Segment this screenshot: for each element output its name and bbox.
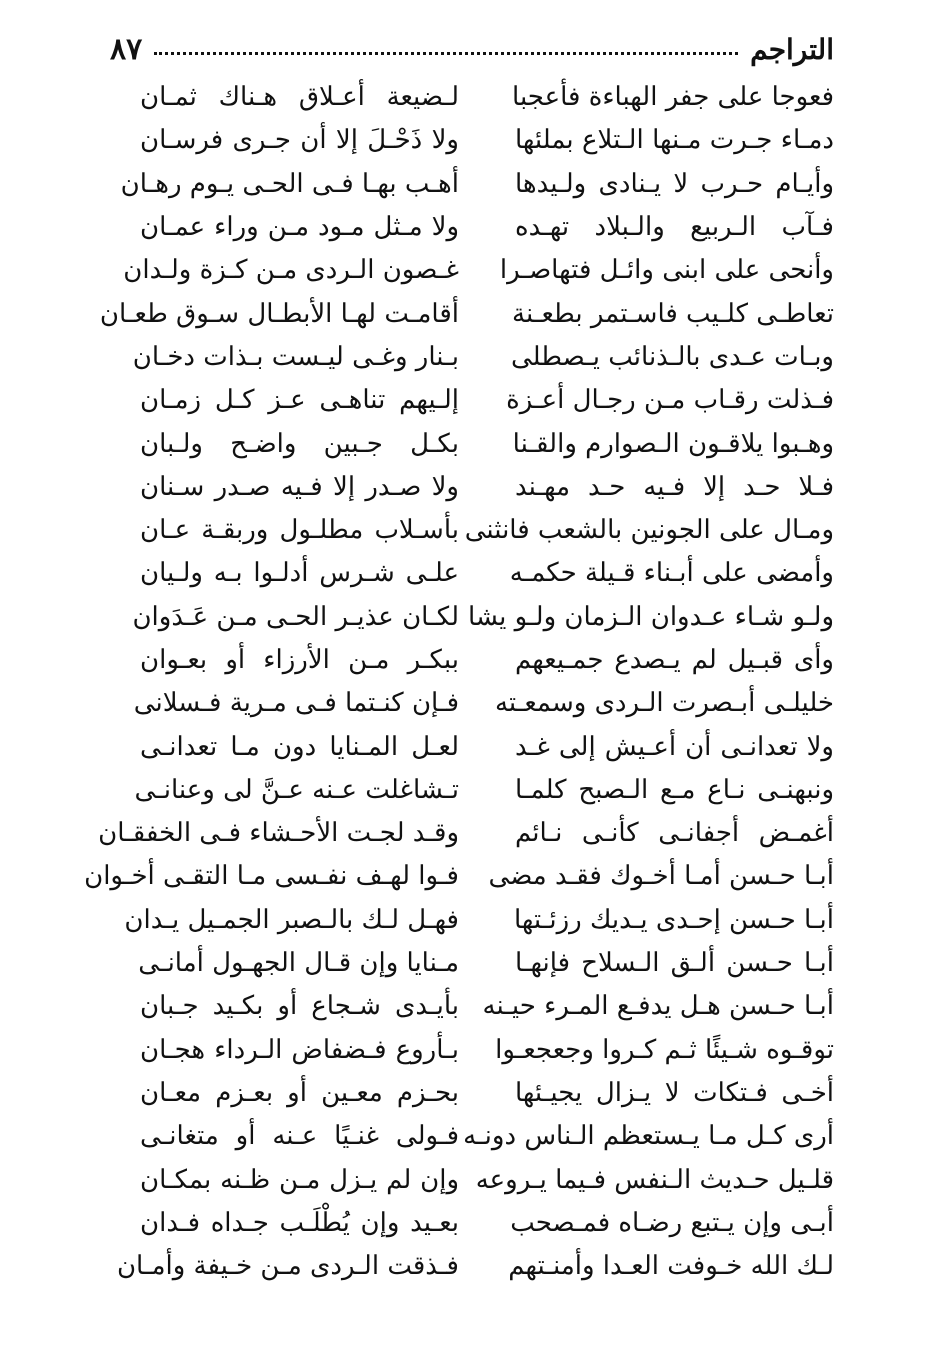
verse-first-hemistich: أبـا حـسن هـل يدفـع المـرء حيـنه: [482, 991, 834, 1022]
verse-first-hemistich: فـلا حـد إلا فـيه حـد مهـند: [515, 471, 834, 502]
poem-body: [84, 76, 834, 1288]
verse-second-hemistich: ولا صـدر إلا فـيه صـدر سـنان: [140, 471, 459, 502]
verse-first-hemistich: توقـوه شـيئًا ثـم كـروا وجعجعـوا: [495, 1034, 834, 1065]
verse-second-hemistich: بـأروع فـضفاض الـرداء هجـان: [140, 1034, 459, 1065]
verse-first-hemistich: أغمـض أجفانـى كأنـى نـائم: [515, 818, 834, 849]
verse-second-hemistich: بكـل جـبين واضـح ولـبان: [140, 428, 459, 459]
verse-first-hemistich: قلـيل حـديث الـنفس فـيما يـروعه: [475, 1164, 834, 1195]
verse-line: [140, 1158, 834, 1201]
verse-first-hemistich: فـذلت رقـاب مـن رجـال أعـزة: [506, 385, 834, 416]
verse-first-hemistich: ونبهنـى نـاع مـع الـصبح كلمـا: [515, 774, 834, 805]
verse-line: [120, 163, 834, 206]
verse-line: [133, 682, 834, 725]
verse-line: [132, 596, 834, 639]
verse-second-hemistich: ببكـر مـن الأرزاء أو بعـوان: [140, 645, 459, 675]
verse-second-hemistich: وقـد لجـت الأحـشاء فـى الخفقـان: [98, 818, 459, 849]
verse-line: [140, 422, 834, 465]
verse-first-hemistich: أبـا حـسن إحـدى يـديك رزئـتها: [513, 904, 834, 935]
verse-first-hemistich: ولا تعدانـى أن أعـيش إلى غـد: [515, 731, 834, 762]
verse-second-hemistich: مـنايا وإن قـال الجهـول أمانـى: [138, 948, 459, 979]
verse-second-hemistich: وإن لم يـزل مـن ظـنه بمكـان: [140, 1164, 459, 1195]
verse-first-hemistich: ومـال على الجونين بالشعب فانثنى: [464, 515, 834, 546]
verse-first-hemistich: أرى كـل مـا يـستعظم الـناس دونـه: [463, 1121, 834, 1152]
verse-line: [140, 942, 834, 985]
verse-second-hemistich: لعـل المـنايا دون مـا تعدانـى: [140, 731, 459, 762]
verse-line: [140, 379, 834, 422]
verse-second-hemistich: أهـب بهـا فـى الحـى يـوم رهـان: [120, 168, 459, 199]
verse-second-hemistich: لكـان عذيـر الحـى مـن عَـدَوان: [132, 601, 459, 632]
verse-second-hemistich: غـصون الـردى مـن كـزة ولـدان: [123, 255, 459, 286]
verse-second-hemistich: بعـيد وإن يُطْلَـب جـداه فـدان: [140, 1207, 459, 1238]
verse-first-hemistich: فعوجا على جفر الهباءة فأعجبا: [512, 82, 834, 113]
verse-first-hemistich: وهـبوا يلاقـون الـصوارم والقـنا: [512, 428, 834, 459]
verse-line: [140, 1202, 834, 1245]
verse-line: [140, 725, 834, 768]
verse-second-hemistich: ولا ذَحْـلَ إلا أن جـرى فرسـان: [140, 125, 459, 156]
page-header: [110, 24, 834, 74]
verse-second-hemistich: بحـزم معـين أو بعـزم معـان: [140, 1077, 459, 1108]
verse-line: [140, 206, 834, 249]
verse-line: [98, 812, 834, 855]
verse-second-hemistich: فـذقت الـردى مـن خـيفة وأمـان: [116, 1251, 459, 1282]
verse-line: [140, 639, 834, 682]
running-title: التراجم: [750, 32, 834, 66]
verse-line: [123, 249, 834, 292]
verse-second-hemistich: فـولى غنـيًا عـنه أو متغانـى: [140, 1121, 459, 1152]
verse-second-hemistich: فـوا لهـف نفـسى مـا التقـى أخـوان: [84, 861, 459, 892]
verse-line: [140, 552, 834, 595]
verse-second-hemistich: لـضيعة أعـلاق هـناك ثمـان: [140, 82, 459, 113]
verse-line: [134, 769, 834, 812]
verse-second-hemistich: فهـل لـك بالـصبر الجمـيل يـدان: [124, 904, 459, 935]
verse-first-hemistich: فـآب الـربيع والـبلاد تهـده: [515, 212, 834, 243]
verse-line: [140, 509, 834, 552]
verse-first-hemistich: وأنحى على ابنى وائـل فتهاصـرا: [499, 255, 834, 286]
verse-first-hemistich: وبـات عـدى بالـذنائب يـصطلى: [510, 341, 834, 372]
verse-second-hemistich: ولا مـثل مـود مـن وراء عمـان: [140, 212, 459, 243]
verse-first-hemistich: وأيـام حـرب لا يـنادى ولـيدها: [515, 168, 834, 199]
verse-line: [84, 855, 834, 898]
verse-line: [132, 336, 834, 379]
verse-line: [140, 466, 834, 509]
verse-first-hemistich: لـك الله خـوفت العـدا وأمنـتهم: [508, 1251, 834, 1282]
verse-first-hemistich: دمـاء جـرت مـنها الـتلاع بملئها: [515, 125, 834, 156]
verse-second-hemistich: فـإن كنـتما فـى مـرية فـسلانى: [133, 688, 459, 719]
verse-first-hemistich: أبـا حـسن ألـق الـسلاح فإنهـا: [515, 948, 834, 979]
verse-line: [116, 1245, 834, 1288]
verse-first-hemistich: أخـى فـتكات لا يـزال يجيـئها: [515, 1077, 834, 1108]
verse-second-hemistich: أقامـت لهـا الأبطـال سـوق طعـان: [99, 298, 459, 329]
verse-second-hemistich: إلـيهم تناهـى عـز كـل زمـان: [140, 385, 459, 416]
verse-first-hemistich: خليلـى أبـصرت الـردى وسمعـته: [494, 688, 834, 719]
verse-second-hemistich: بأسـلاب مطلـول وربقـة عـان: [140, 515, 459, 546]
verse-first-hemistich: وأى قبـيل لم يـصدع جمـيعهم: [515, 645, 834, 675]
verse-line: [140, 1115, 834, 1158]
verse-first-hemistich: ولـو شـاء عـدوان الـزمان ولـو يشا: [468, 601, 834, 632]
verse-second-hemistich: علـى شـرس أدلـوا بـه ولـيان: [140, 558, 459, 589]
verse-first-hemistich: أبـا حـسن أمـا أخـوك فقـد مضى: [488, 861, 834, 892]
verse-second-hemistich: بأيـدى شـجاع أو بكـيد جـبان: [140, 991, 459, 1022]
verse-line: [140, 76, 834, 119]
verse-line: [140, 1072, 834, 1115]
dotted-leader: [154, 52, 738, 55]
verse-line: [99, 292, 834, 335]
page-number: ٨٧: [110, 31, 143, 67]
verse-second-hemistich: تـشاغلت عـنه عـنَّ لى وعنانـى: [134, 774, 459, 805]
verse-line: [140, 119, 834, 162]
verse-line: [140, 1029, 834, 1072]
verse-first-hemistich: أبـى وإن يـتبع رضـاه فمـصحب: [510, 1207, 834, 1238]
verse-second-hemistich: بـنار وغـى ليـست بـذات دخـان: [132, 341, 459, 372]
verse-first-hemistich: تعاطـى كلـيب فاسـتمر بطعـنة: [512, 298, 834, 329]
verse-line: [124, 899, 834, 942]
verse-first-hemistich: وأمضى على أبـناء قـيلة حكمـه: [509, 558, 834, 589]
verse-line: [140, 985, 834, 1028]
